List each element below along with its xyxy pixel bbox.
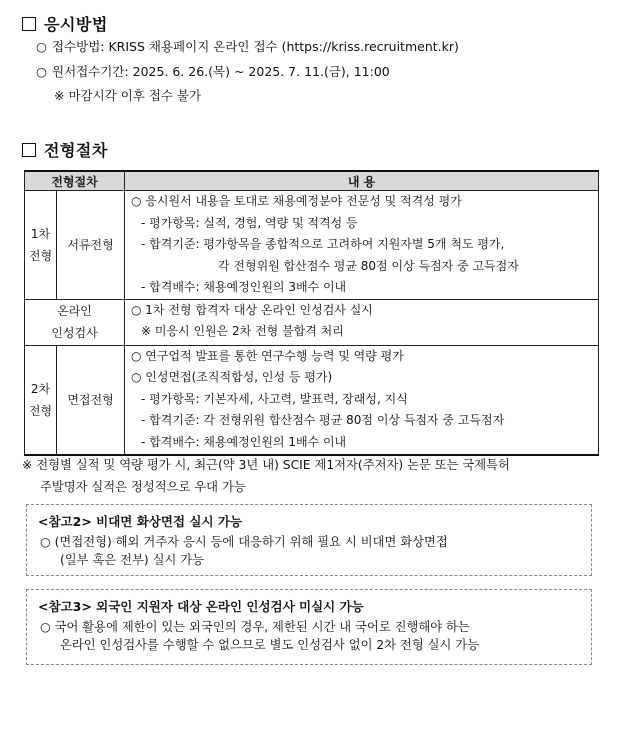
stage-content: [125, 299, 599, 345]
section-heading-procedure: [22, 138, 108, 161]
section-title: 전형절차: [44, 141, 108, 160]
deadline-note: ※ 마감시각 이후 접수 불가: [54, 88, 202, 103]
procedure-table: [24, 170, 599, 456]
content-line: ※ 미응시 인원은 2차 전형 불합격 처리: [141, 324, 344, 338]
table-row: [25, 299, 599, 345]
checkbox-square-icon: [22, 143, 36, 157]
content-line: - 합격배수: 채용예정인원의 1배수 이내: [141, 434, 347, 449]
footnote-line: ※ 전형별 실적 및 역량 평가 시, 최근(약 3년 내) SCIE 제1저자(주저자) 논문 또는 국제특허: [22, 458, 510, 472]
content-line: ○ 응시원서 내용을 토대로 채용예정분야 전문성 및 적격성 평가: [131, 194, 462, 208]
content-line: ○ 인성면접(조직적합성, 인성 등 평가): [131, 370, 333, 384]
reference-box-3: [26, 589, 592, 665]
list-item: [36, 37, 459, 55]
checkbox-square-icon: [22, 17, 36, 31]
application-method-text: 접수방법: KRISS 채용페이지 온라인 접수 (https://kriss.recruitment.kr): [52, 39, 459, 54]
footnote-line: 주발명자 실적은 정성적으로 우대 가능: [40, 480, 246, 494]
table-row: [25, 191, 599, 300]
section-heading-application: [22, 12, 108, 35]
reference-line: (일부 혹은 전부) 실시 가능: [60, 553, 205, 567]
content-line: - 합격기준: 각 전형위원 합산점수 평균 80점 이상 득점자 중 고득점자: [141, 413, 505, 427]
stage-second: 2차 전형: [25, 345, 57, 455]
content-line: 각 전형위원 합산점수 평균 80점 이상 득점자 중 고득점자: [218, 258, 519, 273]
content-line: - 합격배수: 채용예정인원의 3배수 이내: [141, 280, 347, 294]
stage-content: [125, 345, 599, 455]
reference-title: <참고3> 외국인 지원자 대상 온라인 인성검사 미실시 가능: [38, 599, 364, 614]
reference-box-2: [26, 504, 592, 576]
table-header-row: [25, 171, 599, 191]
list-item: [36, 62, 390, 80]
stage-sub-interview: 면접전형: [57, 345, 125, 455]
table-row: [25, 345, 599, 455]
content-line: - 평가항목: 기본자세, 사고력, 발표력, 장래성, 지식: [141, 391, 408, 406]
reference-title: <참고2> 비대면 화상면접 실시 가능: [38, 514, 243, 529]
stage-first: 1차 전형: [25, 191, 57, 300]
section-title: 응시방법: [44, 15, 108, 34]
stage-content: [125, 191, 599, 300]
content-line: - 합격기준: 평가항목을 종합적으로 고려하여 지원자별 5개 척도 평가,: [141, 237, 505, 251]
content-line: ○ 연구업적 발표를 통한 연구수행 능력 및 역량 평가: [131, 348, 404, 363]
header-stage: 전형절차: [25, 171, 125, 191]
header-content: 내 용: [125, 171, 599, 191]
reference-line: ○ (면접전형) 해외 거주자 응시 등에 대응하기 위해 필요 시 비대면 화상면접: [40, 535, 448, 549]
bullet-circle-icon: ○: [36, 39, 47, 54]
reference-line: ○ 국어 활용에 제한이 있는 외국인의 경우, 제한된 시간 내 국어로 진행해야 하는: [40, 620, 470, 634]
reference-line: 온라인 인성검사를 수행할 수 없으므로 별도 인성검사 없이 2차 전형 실시 가능: [60, 638, 480, 652]
content-line: ○ 1차 전형 합격자 대상 온라인 인성검사 실시: [131, 302, 373, 317]
content-line: - 평가항목: 실적, 경험, 역량 및 적격성 등: [141, 215, 358, 230]
stage-online-personality: 온라인 인성검사: [25, 299, 125, 345]
application-period-text: 원서접수기간: 2025. 6. 26.(목) ~ 2025. 7. 11.(금), 11:00: [52, 64, 390, 79]
stage-sub-document: 서류전형: [57, 191, 125, 300]
bullet-circle-icon: ○: [36, 64, 47, 79]
